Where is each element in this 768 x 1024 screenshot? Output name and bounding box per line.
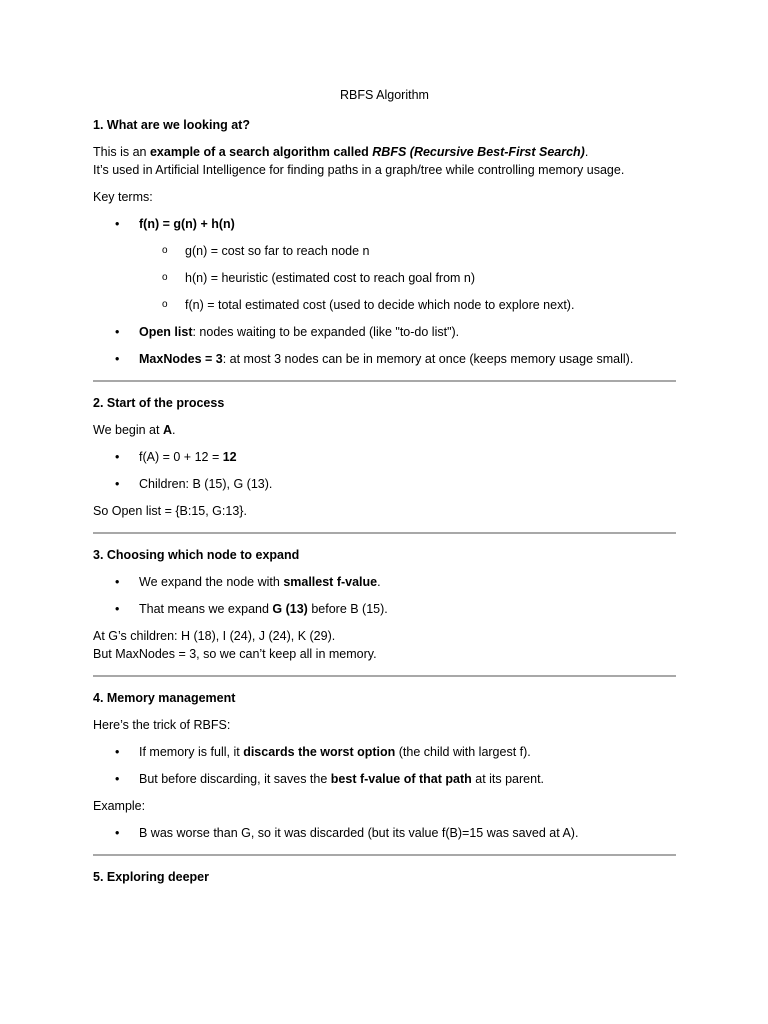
smallest-c: . <box>377 575 381 589</box>
start-list <box>93 448 676 493</box>
bullet-disc: • <box>115 477 120 491</box>
document-title: RBFS Algorithm <box>340 88 429 102</box>
bullet-circle: o <box>162 245 168 256</box>
sub-item-h: h(n) = heuristic (estimated cost to reach goal from n) <box>185 271 476 285</box>
bullet-circle: o <box>162 299 168 310</box>
list-item-expand-g <box>93 600 676 618</box>
section-divider <box>93 380 676 382</box>
section-1-intro <box>93 143 676 161</box>
list-item-fa <box>93 448 676 466</box>
bullet-disc: • <box>115 450 120 464</box>
list-item-discard <box>93 743 676 761</box>
list-item-example <box>93 824 676 842</box>
discard-c: (the child with largest f). <box>395 745 531 759</box>
section-4-heading: 4. Memory management <box>93 691 236 705</box>
sub-item-g: g(n) = cost so far to reach node n <box>185 244 370 258</box>
discard-a: If memory is full, it <box>139 745 244 759</box>
bullet-disc: • <box>115 772 120 786</box>
section-5-heading: 5. Exploring deeper <box>93 870 210 884</box>
list-item-h <box>93 269 676 287</box>
maxnodes-term: MaxNodes = 3 <box>139 352 223 366</box>
begin-c: . <box>171 423 176 437</box>
save-b: best f-value of that path <box>330 772 472 786</box>
begin-b: A <box>162 423 172 437</box>
begin-text <box>93 421 676 439</box>
trick-text: Here’s the trick of RBFS: <box>93 718 231 732</box>
bullet-disc: • <box>115 575 120 589</box>
list-item-g <box>93 242 676 260</box>
list-item-maxnodes <box>93 350 676 368</box>
intro-text-c: RBFS (Recursive Best-First Search) <box>372 145 585 159</box>
expand-a: That means we expand <box>139 602 273 616</box>
bullet-circle: o <box>162 272 168 283</box>
bullet-disc: • <box>115 352 120 366</box>
list-item-f <box>93 296 676 314</box>
intro-text-d: . <box>584 145 589 159</box>
list-item-save <box>93 770 676 788</box>
sub-item-f: f(n) = total estimated cost (used to decide which node to explore next). <box>185 298 575 312</box>
key-terms-label: Key terms: <box>93 190 153 204</box>
open-list-term: Open list <box>139 325 193 339</box>
maxnodes-desc: : at most 3 nodes can be in memory at once (keeps memory usage small). <box>222 352 634 366</box>
smallest-b: smallest f-value <box>283 575 378 589</box>
save-a: But before discarding, it saves the <box>139 772 331 786</box>
bullet-disc: • <box>115 217 120 231</box>
expand-b: G (13) <box>272 602 308 616</box>
intro-text-a: This is an <box>93 145 150 159</box>
begin-a: We begin at <box>93 423 163 437</box>
memory-list <box>93 743 676 788</box>
section-divider <box>93 854 676 856</box>
section-divider <box>93 532 676 534</box>
save-c: at its parent. <box>471 772 545 786</box>
bullet-disc: • <box>115 602 120 616</box>
example-label: Example: <box>93 799 146 813</box>
section-2-heading: 2. Start of the process <box>93 396 225 410</box>
list-item-smallest <box>93 573 676 591</box>
open-list-text: So Open list = {B:15, G:13}. <box>93 504 247 518</box>
fa-value: 12 <box>222 450 237 464</box>
maxnodes-note: But MaxNodes = 3, so we can’t keep all in memory. <box>93 647 377 661</box>
list-item-formula <box>93 215 676 233</box>
choose-list <box>93 573 676 618</box>
intro-text-b: example of a search algorithm called <box>149 145 373 159</box>
children-text: Children: B (15), G (13). <box>139 477 273 491</box>
bullet-disc: • <box>115 826 120 840</box>
example-text: B was worse than G, so it was discarded (but its value f(B)=15 was saved at A). <box>139 826 579 840</box>
list-item-children <box>93 475 676 493</box>
key-terms-list <box>93 215 676 368</box>
smallest-a: We expand the node with <box>139 575 284 589</box>
section-1-intro-line2: It’s used in Artificial Intelligence for finding paths in a graph/tree while controlling memory usage. <box>93 163 625 177</box>
section-3-heading: 3. Choosing which node to expand <box>93 548 300 562</box>
discard-b: discards the worst option <box>243 745 396 759</box>
fa-text: f(A) = 0 + 12 = <box>139 450 223 464</box>
expand-c: before B (15). <box>307 602 388 616</box>
document-content <box>93 86 676 895</box>
bullet-disc: • <box>115 745 120 759</box>
formula-text: f(n) = g(n) + h(n) <box>139 217 235 231</box>
bullet-disc: • <box>115 325 120 339</box>
section-1-heading: 1. What are we looking at? <box>93 118 250 132</box>
example-list <box>93 824 676 842</box>
section-divider <box>93 675 676 677</box>
list-item-open-list <box>93 323 676 341</box>
open-list-desc: : nodes waiting to be expanded (like "to-do list"). <box>192 325 460 339</box>
g-children-text: At G’s children: H (18), I (24), J (24), K (29). <box>93 629 336 643</box>
